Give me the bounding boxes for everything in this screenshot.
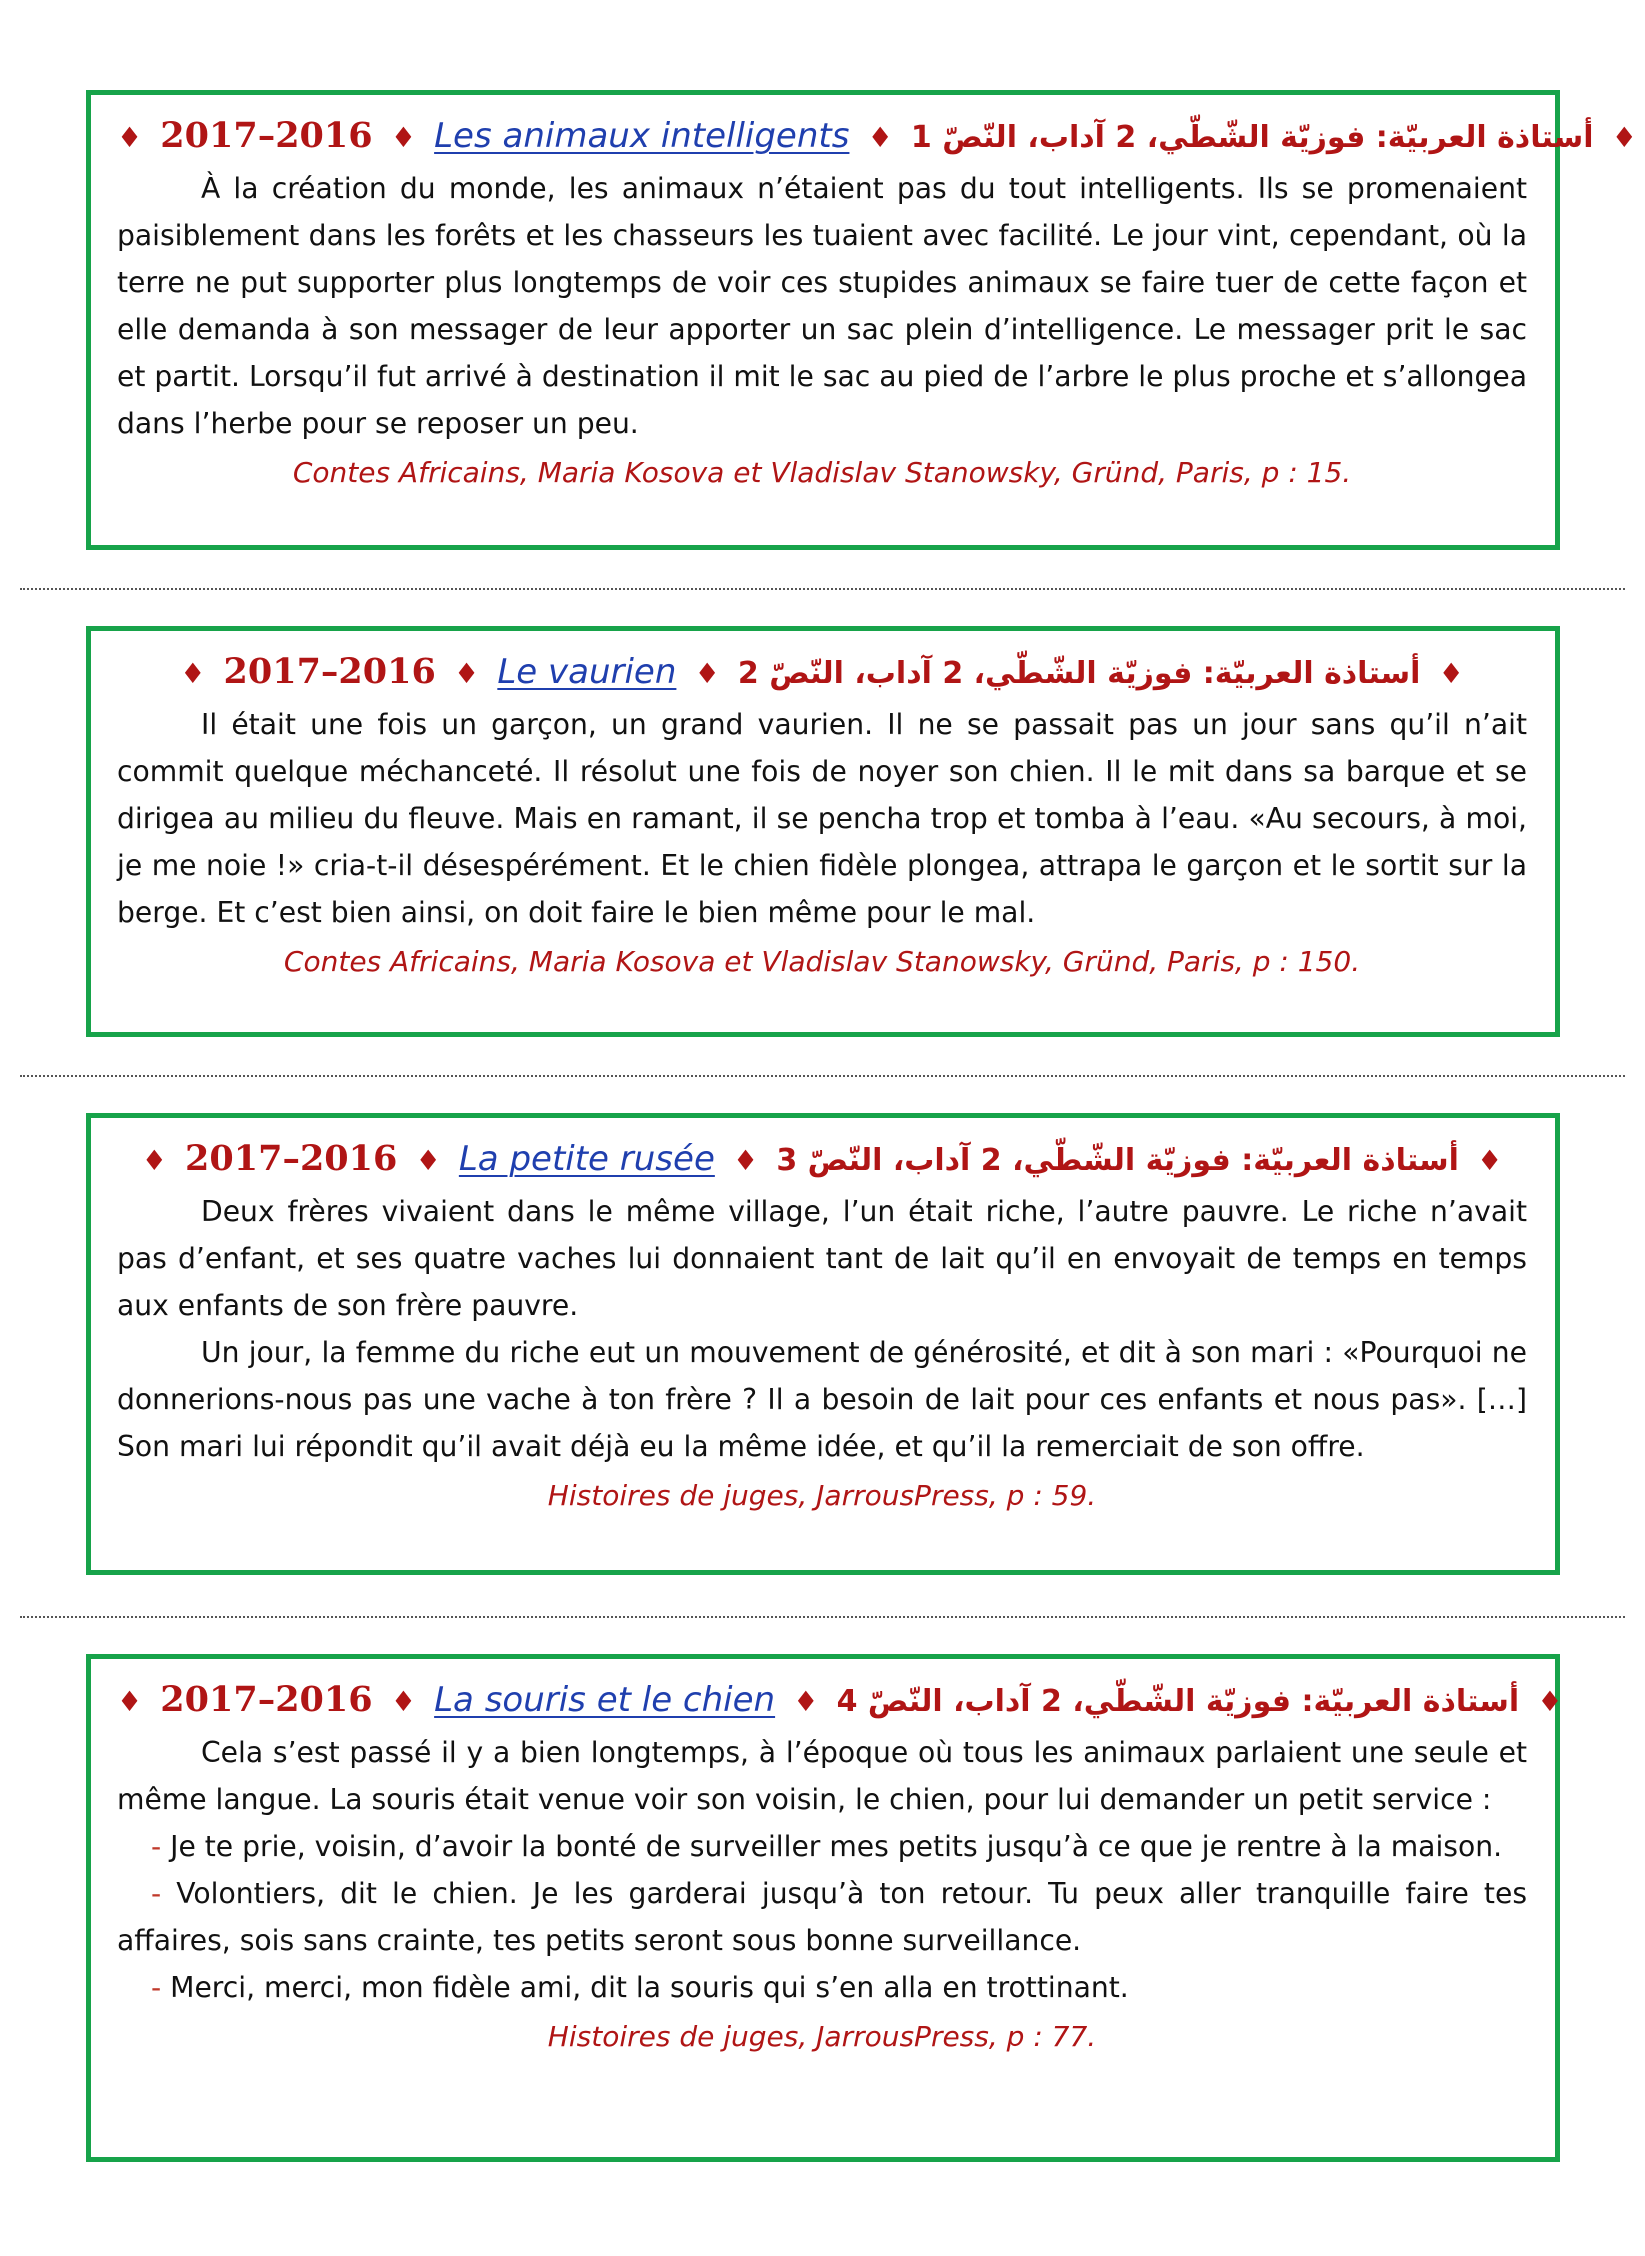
text-paragraph: Deux frères vivaient dans le même village, l’un était riche, l’autre pauvre. Le riche n’avait pas d’enfant, et ses quatre vaches lui donnaient tant de lait qu’il en envoyait de temps en temps aux enfants de son frère pauvre. bbox=[117, 1195, 1527, 1322]
text-number: 4 bbox=[836, 1684, 858, 1719]
text-title: Les animaux intelligents bbox=[434, 116, 850, 156]
diamond-icon: ♦ bbox=[180, 657, 206, 690]
dialogue-dash: - bbox=[151, 1830, 162, 1863]
text-title: La souris et le chien bbox=[434, 1680, 776, 1720]
text-number: 2 bbox=[737, 656, 759, 691]
text-box-1 bbox=[86, 90, 1637, 550]
text-header-4 bbox=[117, 1673, 1563, 1729]
diamond-icon: ♦ bbox=[733, 1144, 759, 1177]
text-paragraph: Il était une fois un garçon, un grand vaurien. Il ne se passait pas un jour sans qu’il n’ait commit quelque méchanceté. Il résolut une fois de noyer son chien. Il le mit dans sa barque et se dirigea au milieu du fleuve. Mais en ramant, il se pencha trop et tomba à l’eau. «Au secours, à moi, je me noie !» cria-t-il désespérément. Et le chien fidèle plongea, attrapa le garçon et le sortit sur la berge. Et c’est bien ainsi, on doit faire le bien même pour le mal. bbox=[117, 708, 1527, 929]
diamond-icon: ♦ bbox=[141, 1144, 167, 1177]
text-box-2 bbox=[86, 626, 1560, 1037]
dotted-separator bbox=[20, 1616, 1625, 1618]
arabic-header: أستاذة العربيّة: فوزيّة الشّطّي، 2 آداب، النّصّ 1 bbox=[910, 120, 1594, 155]
dotted-separator bbox=[20, 588, 1625, 590]
diamond-icon: ♦ bbox=[390, 121, 416, 154]
text-paragraph: Cela s’est passé il y a bien longtemps, à l’époque où tous les animaux parlaient une seule et même langue. La souris était venue voir son voisin, le chien, pour lui demander un petit service : bbox=[117, 1736, 1527, 1816]
school-years: 2017–2016 bbox=[185, 1138, 398, 1179]
text-source: Histoires de juges, JarrousPress, p : 77. bbox=[547, 2020, 1097, 2053]
diamond-icon: ♦ bbox=[694, 657, 720, 690]
arabic-header: أستاذة العربيّة: فوزيّة الشّطّي، 2 آداب، النّصّ 2 bbox=[737, 656, 1421, 691]
text-header-2 bbox=[117, 645, 1527, 701]
diamond-icon: ♦ bbox=[1477, 1144, 1503, 1177]
school-years: 2017–2016 bbox=[223, 651, 436, 692]
diamond-icon: ♦ bbox=[117, 121, 143, 154]
arabic-header: أستاذة العربيّة: فوزيّة الشّطّي، 2 آداب، النّصّ 4 bbox=[836, 1684, 1520, 1719]
text-header-1 bbox=[117, 109, 1637, 165]
text-number: 3 bbox=[776, 1143, 798, 1178]
school-years: 2017–2016 bbox=[160, 1679, 373, 1720]
text-header-3 bbox=[117, 1132, 1527, 1188]
arabic-header: أستاذة العربيّة: فوزيّة الشّطّي، 2 آداب، النّصّ 3 bbox=[776, 1143, 1459, 1178]
diamond-icon: ♦ bbox=[390, 1685, 416, 1718]
diamond-icon: ♦ bbox=[415, 1144, 441, 1177]
text-source: Contes Africains, Maria Kosova et Vladislav Stanowsky, Gründ, Paris, p : 150. bbox=[283, 945, 1361, 978]
text-paragraph: Un jour, la femme du riche eut un mouvement de générosité, et dit à son mari : «Pourquoi ne donnerions-nous pas une vache à ton frère ? Il a besoin de lait pour ces enfants et nous pas». […] Son mari lui répondit qu’il avait déjà eu la même idée, et qu’il la remerciait de son offre. bbox=[117, 1336, 1527, 1463]
diamond-icon: ♦ bbox=[454, 657, 480, 690]
diamond-icon: ♦ bbox=[117, 1685, 143, 1718]
text-source: Histoires de juges, JarrousPress, p : 59. bbox=[547, 1479, 1097, 1512]
dialogue-line: - Merci, merci, mon fidèle ami, dit la souris qui s’en alla en trottinant. bbox=[151, 1971, 1129, 2004]
text-box-4 bbox=[86, 1654, 1563, 2162]
dialogue-line: - Volontiers, dit le chien. Je les garderai jusqu’à ton retour. Tu peux aller tranquille faire tes affaires, sois sans crainte, tes petits seront sous bonne surveillance. bbox=[117, 1877, 1527, 1957]
dialogue-dash: - bbox=[151, 1971, 162, 2004]
text-title: Le vaurien bbox=[497, 652, 677, 692]
text-paragraph: À la création du monde, les animaux n’étaient pas du tout intelligents. Ils se promenaient paisiblement dans les forêts et les chasseurs les tuaient avec facilité. Le jour vint, cependant, où la terre ne put supporter plus longtemps de voir ces stupides animaux se faire tuer de cette façon et elle demanda à son messager de leur apporter un sac plein d’intelligence. Le messager prit le sac et partit. Lorsqu’il fut arrivé à destination il mit le sac au pied de l’arbre le plus proche et s’allongea dans l’herbe pour se reposer un peu. bbox=[117, 172, 1527, 440]
text-source: Contes Africains, Maria Kosova et Vladislav Stanowsky, Gründ, Paris, p : 15. bbox=[292, 456, 1352, 489]
dotted-separator bbox=[20, 1075, 1625, 1077]
dialogue-dash: - bbox=[151, 1877, 162, 1910]
diamond-icon: ♦ bbox=[1537, 1685, 1563, 1718]
text-title: La petite rusée bbox=[458, 1139, 715, 1179]
diamond-icon: ♦ bbox=[867, 121, 893, 154]
diamond-icon: ♦ bbox=[1611, 121, 1637, 154]
text-box-3 bbox=[86, 1113, 1560, 1575]
school-years: 2017–2016 bbox=[160, 115, 373, 156]
dialogue-line: - Je te prie, voisin, d’avoir la bonté de surveiller mes petits jusqu’à ce que je rentre à la maison. bbox=[151, 1830, 1503, 1863]
diamond-icon: ♦ bbox=[1438, 657, 1464, 690]
diamond-icon: ♦ bbox=[793, 1685, 819, 1718]
text-number: 1 bbox=[910, 120, 932, 155]
